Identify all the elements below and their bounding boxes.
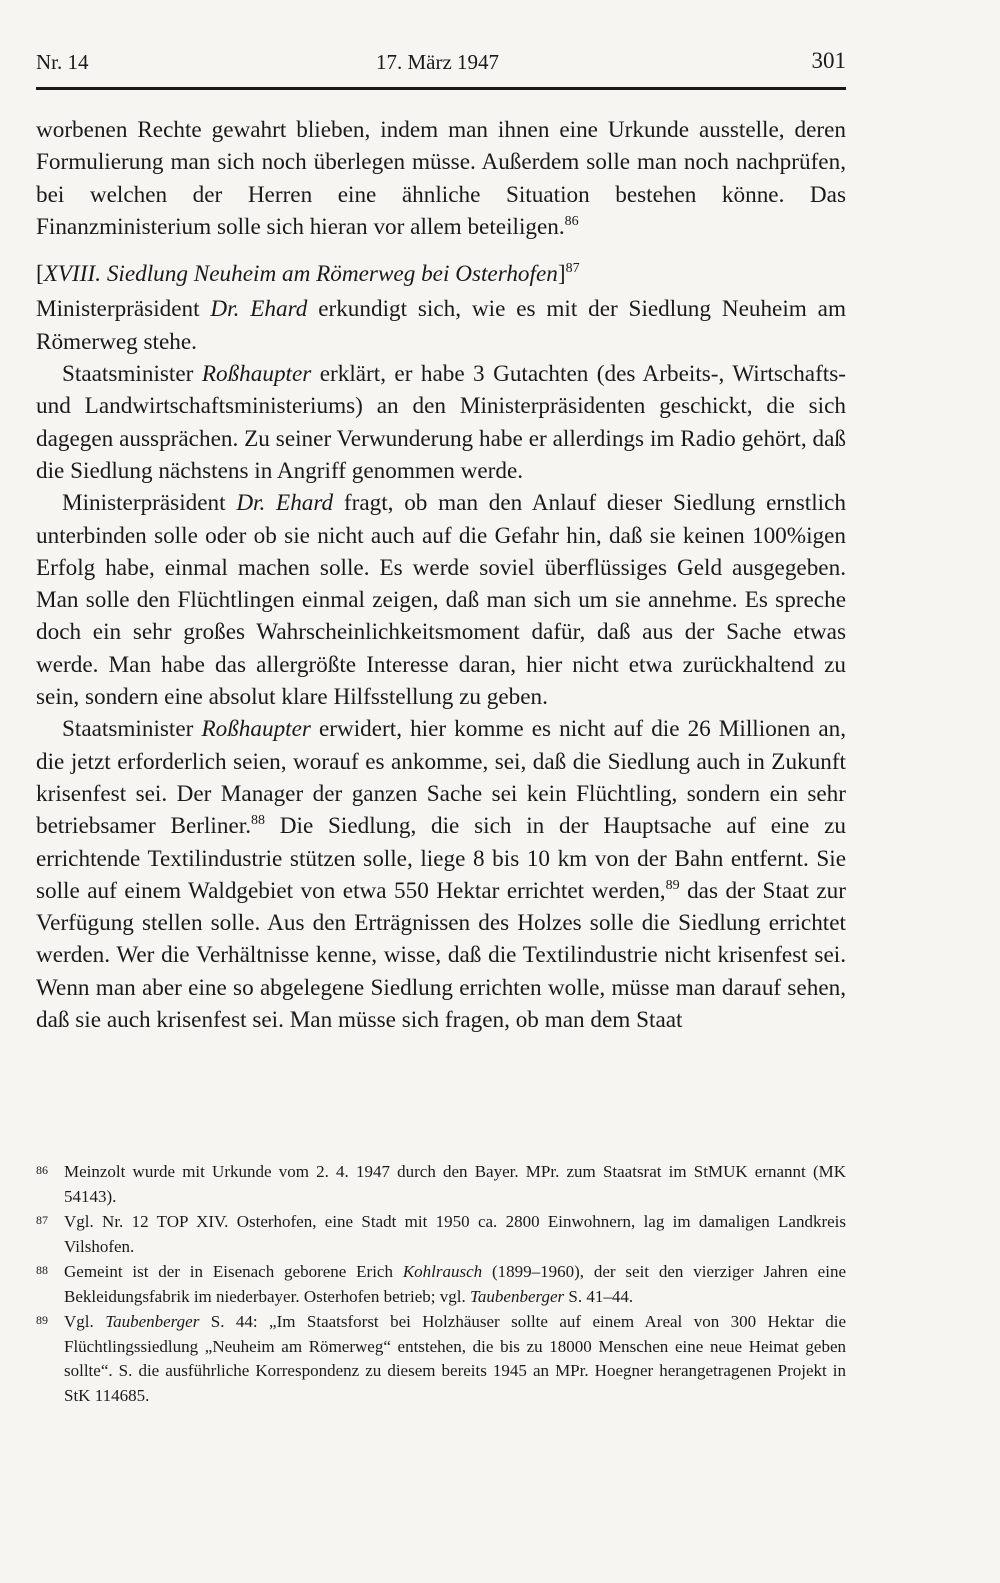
paragraph-text: worbenen Rechte gewahrt blieben, indem man ihnen eine Urkunde ausstelle, deren Formulierung man sich noch überlegen müsse. Außerdem solle man noch nachprüfen, bei welchen der Herren eine ähnliche Situation bestehen könne. Das Finanzministerium solle sich hieran vor allem beteiligen. [36, 117, 846, 240]
footnote-text: Vgl. [64, 1312, 106, 1331]
footnote-ref: 89 [665, 877, 680, 893]
speaker-name: Roßhaupter [201, 716, 311, 743]
main-text [36, 114, 846, 1036]
footnote-text: Gemeint ist der in Eisenach geborene Erich [64, 1262, 403, 1281]
footnote-text: S. 44: „Im Staatsforst bei Holzhäuser sollte auf einem Areal von 300 Hektar die Flüchtlingssiedlung „Neuheim am Römerweg“ entstehen, die bis zu 18000 Menschen eine neue Heimat geben sollte“. S. die ausführliche Korrespondenz zu diesem bereits 1945 an MPr. Hoegner herangetragenen Projekt in StK 114685. [64, 1312, 847, 1405]
speaker-name: Dr. Ehard [236, 490, 334, 517]
footnote [36, 1260, 846, 1309]
paragraph [36, 358, 846, 487]
speaker-name: Dr. Ehard [210, 296, 308, 323]
section-heading [36, 258, 846, 290]
footnote-ref: 86 [564, 213, 579, 229]
paragraph-text: erklärt, er habe 3 Gutachten (des Arbeits-, Wirtschafts- und Landwirtschaftsministeriums) an den Ministerpräsidenten geschickt, die sich dagegen aussprächen. Zu seiner Verwunderung habe er allerdings im Radio gehört, daß die Siedlung nächstens in Angriff genommen werde. [36, 361, 846, 484]
footnote-text: S. 41–44. [564, 1286, 634, 1306]
paragraph-text: erkundigt sich, wie es mit der Siedlung Neuheim am Römerweg stehe. [36, 296, 846, 355]
footnote-ref: 88 [251, 813, 265, 829]
paragraph-text: Die Siedlung, die sich in der Hauptsache auf eine zu errichtende Textilindustrie stützen solle, liege 8 bis 10 km von der Bahn entfernt. Sie solle auf einem Waldgebiet von etwa 550 Hektar errichtet werden, [36, 813, 846, 904]
header-rule [36, 87, 846, 90]
footnote [36, 1310, 846, 1408]
heading-title: XVIII. Siedlung Neuheim am Römerweg bei Osterhofen [43, 261, 558, 288]
paragraph-text: das der Staat zur Verfügung stellen solle. Aus den Erträgnissen des Holzes solle die Siedlung errichtet werden. Wer die Verhältnisse kenne, wisse, daß die Textilindustrie nicht krisenfest sei. Wenn man aber eine so abgelegene Siedlung errichten wolle, müsse man darauf sehen, daß sie auch krisenfest sei. Man müsse sich fragen, ob man dem Staat [36, 877, 846, 1034]
speaker-name: Roßhaupter [201, 361, 312, 388]
paragraph-text: Ministerpräsident [36, 296, 211, 323]
footnote-text: Vgl. Nr. 12 TOP XIV. Osterhofen, eine Stadt mit 1950 ca. 2800 Einwohnern, lag im damaligen Landkreis Vilshofen. [64, 1212, 846, 1256]
heading-bracket-close: ] [557, 261, 566, 288]
footnote-ref: 87 [565, 261, 580, 277]
paragraph-text: Ministerpräsident [62, 490, 237, 517]
paragraph-text: Staatsminister [62, 361, 202, 388]
paragraph [36, 293, 846, 358]
footnote-number: 86 [36, 1163, 48, 1177]
page-number: 301 [811, 48, 846, 73]
issue-number: Nr. 14 [36, 50, 89, 74]
paragraph-text: Staatsminister [62, 716, 202, 743]
footnote-number: 89 [36, 1313, 48, 1327]
footnote [36, 1210, 846, 1259]
paragraph-text: fragt, ob man den Anlauf dieser Siedlung ernstlich unterbinden solle oder ob sie nicht auch auf die Gefahr hin, daß sie keinen 100%igen Erfolg habe, einmal machen solle. Es werde soviel überflüssiges Geld ausgegeben. Man solle den Flüchtlingen einmal zeigen, daß man sich um sie annehme. Es spreche doch ein sehr großes Wahrscheinlichkeitsmoment dafür, daß aus der Sache etwas werde. Man habe das allergrößte Interesse daran, hier nicht etwa zurückhaltend zu sein, sondern eine absolut klare Hilfsstellung zu geben. [36, 490, 846, 711]
heading-bracket-open: [ [36, 261, 44, 288]
reference-author: Taubenberger [105, 1312, 200, 1331]
paragraph [36, 487, 846, 713]
paragraph-text: erwidert, hier komme es nicht auf die 26 Millionen an, die jetzt erforderlich seien, worauf es ankomme, sei, daß die Siedlung auch in Zukunft krisenfest sei. Der Manager der ganzen Sache sei kein Flüchtling, sondern ein sehr betriebsamer Berliner. [36, 716, 846, 840]
footnote-text: (1899–1960), der seit den vierziger Jahren eine Bekleidungsfabrik im niederbayer. Osterhofen betrieb; vgl. [64, 1262, 846, 1306]
footnote-text: Meinzolt wurde mit Urkunde vom 2. 4. 1947 durch den Bayer. MPr. zum Staatsrat im StMUK ernannt (MK 54143). [64, 1162, 846, 1206]
running-header [36, 44, 846, 90]
header-date: 17. März 1947 [376, 50, 500, 74]
footnote [36, 1160, 846, 1209]
paragraph-continuation [36, 114, 846, 243]
footnote-number: 88 [36, 1263, 48, 1277]
footnote-number: 87 [36, 1213, 48, 1227]
person-name: Kohlrausch [402, 1262, 483, 1281]
paragraph [36, 713, 846, 1036]
footnotes [36, 1160, 846, 1409]
reference-author: Taubenberger [470, 1286, 565, 1306]
